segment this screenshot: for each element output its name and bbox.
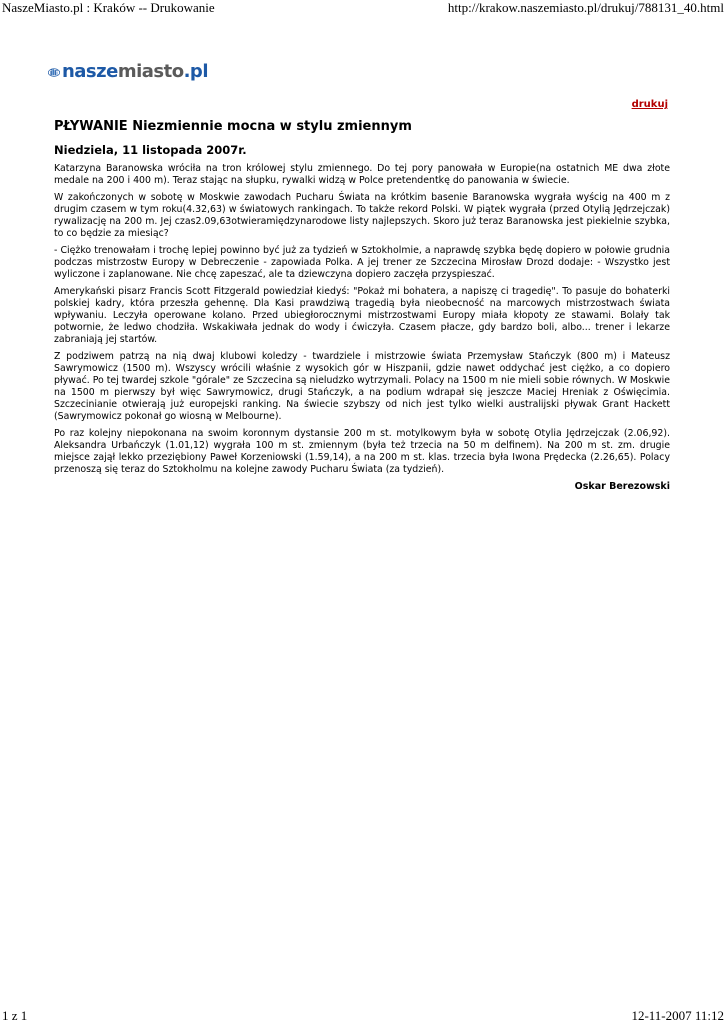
city-logo-icon: [48, 54, 60, 90]
logo-wordmark: [62, 63, 208, 81]
page-counter: 1 z 1: [2, 1008, 28, 1023]
article-paragraph: Po raz kolejny niepokonana na swoim koronnym dystansie 200 m st. motylkowym była w sobotę Otylia Jędrzejczak (2.06,92). Aleksandra Urbańczyk (1.01,12) wygrała 100 m st. zmiennym (była też trzecia na 50 m delfinem). Na 200 m st. zm. drugie miejsce zajął lekko przeziębiony Paweł Korzeniowski (1.59,14), a na 200 m st. klas. trzecia była Iwona Prędecka (2.26,65). Polacy przenoszą się teraz do Sztokholmu na kolejne zawody Pucharu Świata (za tydzień).: [54, 428, 670, 475]
print-header-url: http://krakow.naszemiasto.pl/drukuj/788131_40.html: [447, 0, 724, 15]
logo-part-nasze: nasze: [61, 61, 118, 82]
logo-part-pl: .pl: [183, 61, 208, 82]
article-paragraph: Amerykański pisarz Francis Scott Fitzgerald powiedział kiedyś: "Pokaż mi bohatera, a napiszę ci tragedię". To pasuje do bohaterki polskiej kadry, która przeszła gehennę. Dla Kasi prawdziwą tragedią była nieobecność na marcowych mistrzostwach świata wpływaniu. Leczyła operowane kolano. Przed ubiegłorocznymi mistrzostwami Europy miała kłopoty ze stawami. Bolały tak potwornie, że ledwo chodziła. Wskakiwała jednak do wody i ćwiczyła. Czasem płacze, gdy bardzo boli, albo... trener i lekarze zabraniają jej startów.: [54, 286, 670, 345]
article-paragraph: Katarzyna Baranowska wróciła na tron królowej stylu zmiennego. Do tej pory panowała w Europie(na ostatnich ME dwa złote medale na 200 i 400 m). Teraz stając na słupku, rywalki widzą w Polce pretendentkę do panowania w świecie.: [54, 163, 670, 186]
logo-part-miasto: miasto: [117, 61, 184, 82]
article: [54, 118, 670, 492]
article-headline: PŁYWANIE Niezmiennie mocna w stylu zmiennym: [54, 119, 412, 134]
print-footer: [0, 1008, 724, 1024]
article-author: Oskar Berezowski: [574, 481, 670, 492]
article-paragraph: - Ciężko trenowałam i trochę lepiej powinno być już za tydzień w Sztokholmie, a naprawdę szybka będę dopiero w połowie grudnia podczas mistrzostw Europy w Debreczenie - zapowiada Polka. A jej trener ze Szczecina Mirosław Drozd dodaje: - Wszystko jest wyliczone i zaplanowane. Nie chcę zapeszać, ale ta dziewczyna dopiero zaczęła przyspieszać.: [54, 245, 670, 280]
site-logo[interactable]: [48, 52, 208, 92]
print-header-title: NaszeMiasto.pl : Kraków -- Drukowanie: [2, 0, 215, 15]
article-paragraph: W zakończonych w sobotę w Moskwie zawodach Pucharu Świata na krótkim basenie Baranowska wygrała wyścig na 400 m z drugim czasem w tym roku(4.32,63) w światowych rankingach. To także rekord Polski. W piątek wygrała (przed Otylią Jędrzejczak) rywalizację na 200 m. Jej czas2.09,63otwieramiędzynarodowe listy najlepszych. Skoro już teraz Baranowska jest piekielnie szybka, to co będzie za miesiąc?: [54, 192, 670, 239]
print-datetime: 12-11-2007 11:12: [631, 1008, 724, 1023]
print-header: [0, 0, 724, 18]
print-link[interactable]: drukuj: [631, 99, 668, 110]
article-date: Niedziela, 11 listopada 2007r.: [54, 143, 247, 157]
article-paragraph: Z podziwem patrzą na nią dwaj klubowi koledzy - twardziele i mistrzowie świata Przemysław Stańczyk (800 m) i Mateusz Sawrymowicz (1500 m). Wszyscy wrócili właśnie z wysokich gór w Hiszpanii, gdzie nawet oddychać jest ciężko, a co dopiero pływać. Po tej twardej szkole "górale" ze Szczecina są nieludzko wytrzymali. Polacy na 1500 m nie mieli sobie równych. W Moskwie na 1500 m pierwszy był więc Sawrymowicz, drugi Stańczyk, a na podium wdrapał się jeszcze Maciej Hreniak z Oświęcimia. Szczecinianie otwierają już europejski ranking. Na świecie szybszy od nich jest tylko wielki australijski pływak Grant Hackett (Sawrymowicz pokonał go wiosną w Melbourne).: [54, 351, 670, 422]
